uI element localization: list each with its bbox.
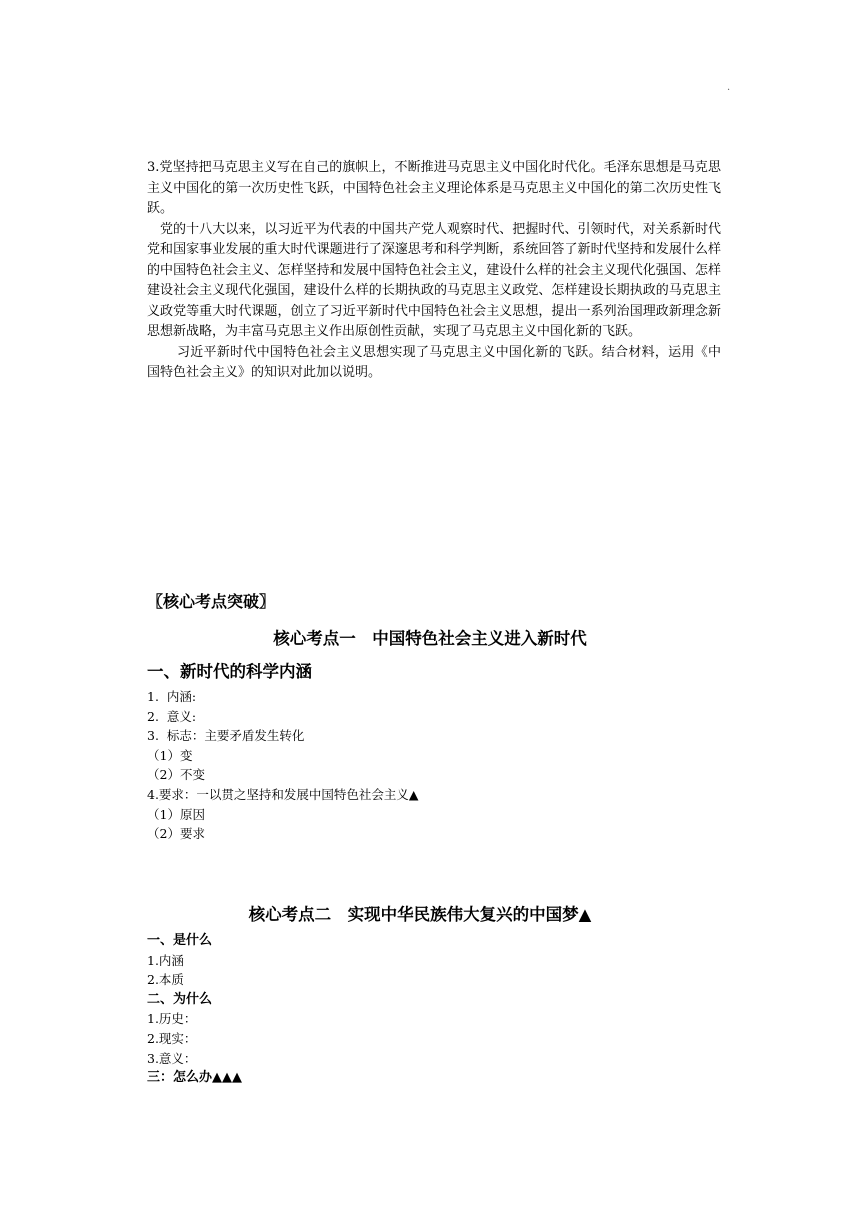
question-text: 习近平新时代中国特色社会主义思想实现了马克思主义中国化新的飞跃。结合材料，运用《中国特色社会主义》的知识对此加以说明。	[147, 344, 721, 380]
outline-item: 1. 内涵:	[147, 689, 197, 704]
outline-item: 3. 标志：主要矛盾发生转化	[147, 728, 305, 744]
material-paragraph-2: 党的十八大以来，以习近平为代表的中国共产党人观察时代、把握时代、引领时代，对关系新时代党和国家事业发展的重大时代课题进行了深邃思考和科学判断，系统回答了新时代坚持和发展什么样的中国特色社会主义、怎样坚持和发展中国特色社会主义，建设什么样的社会主义现代化强国、怎样建设社会主义现代化强国，建设什么样的长期执政的马克思主义政党、怎样建设长期执政的马克思主义政党等重大时代课题，创立了习近平新时代中国特色社会主义思想，提出一系列治国理政新理念新思想新战略，为丰富马克思主义作出原创性贡献，实现了马克思主义中国化新的飞跃。	[147, 221, 721, 339]
outline-item: 2. 意义:	[147, 708, 197, 724]
outline-item: 2.现实：	[147, 1030, 197, 1046]
point1-subheading: 一、新时代的科学内涵	[147, 662, 312, 681]
point1-outline	[147, 687, 419, 844]
section-heading: 〖核心考点突破〗	[147, 592, 276, 611]
heading-how: 三：怎么办▲▲▲	[147, 1070, 242, 1086]
outline-item: 3.意义：	[147, 1050, 197, 1066]
point1-title: 核心考点一 中国特色社会主义进入新时代	[273, 629, 587, 648]
outline-item: 2.本质	[147, 972, 184, 988]
outline-item: （2）不变	[147, 767, 205, 783]
outline-item: （1）原因	[147, 806, 205, 822]
outline-item: （1）变	[147, 747, 193, 763]
heading-why: 二、为什么	[147, 991, 213, 1007]
material-paragraph-1: 3.党坚持把马克思主义写在自己的旗帜上，不断推进马克思主义中国化时代化。毛泽东思想是马克思主义中国化的第一次历史性飞跃，中国特色社会主义理论体系是马克思主义中国化的第二次历史性飞跃。	[147, 160, 721, 216]
outline-item: 4.要求：一以贯之坚持和发展中国特色社会主义▲	[147, 786, 419, 802]
outline-item: 1.历史：	[147, 1011, 197, 1027]
point2-title: 核心考点二 实现中华民族伟大复兴的中国梦▲	[248, 905, 592, 924]
outline-item: （2）要求	[147, 826, 205, 842]
outline-item: 1.内涵	[147, 952, 184, 968]
material-text	[147, 158, 721, 384]
corner-mark: ·	[727, 85, 731, 96]
heading-what: 一、是什么	[147, 933, 213, 948]
point2-outline	[147, 931, 242, 1088]
